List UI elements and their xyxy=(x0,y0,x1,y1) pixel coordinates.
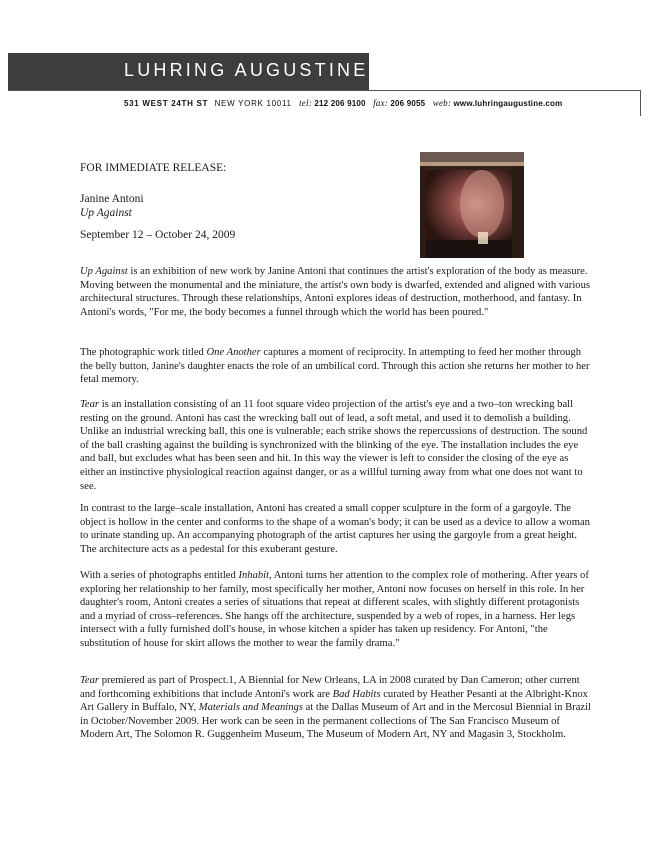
paragraph-one-another xyxy=(80,346,592,387)
paragraph-intro xyxy=(80,265,592,319)
gallery-address xyxy=(124,98,562,108)
exhibition-dates: September 12 – October 24, 2009 xyxy=(80,229,236,241)
paragraph-tear xyxy=(80,398,592,493)
paragraph-exhibitions xyxy=(80,674,592,742)
fax-label: fax: xyxy=(373,98,388,108)
paragraph-text: premiered as part of Prospect.1, A Biennial for New Orleans, LA in 2008 curated by Dan Cameron; other current and forthcoming exhibitions that include Antoni's work are xyxy=(80,675,580,700)
work-title-up-against: Up Against xyxy=(80,266,128,277)
tel-number: 212 206 9100 xyxy=(314,99,366,108)
work-title-inhabit: Inhabit xyxy=(238,570,270,581)
fax-number: 206 9055 xyxy=(390,99,426,108)
address-street: 531 WEST 24TH ST xyxy=(124,99,209,108)
web-label: web: xyxy=(432,98,452,108)
address-city: NEW YORK 10011 xyxy=(214,99,292,108)
paragraph-text: The photographic work titled xyxy=(80,347,207,358)
web-address: www.luhringaugustine.com xyxy=(453,99,563,108)
paragraph-text: , Antoni turns her attention to the complex role of mothering. After years of exploring her relationship to her family, most specifically her mother, Antoni now focuses on herself in this role. In her daughter's room, Antoni creates a series of situations that repeat at different scales, with slightly different protagonists and a myriad of cross–references. She hangs off the architecture, suspended by a web of ropes, in a harness. Her legs intersect with a fully furnished doll's house, in whose kitchen a spider has taken up residency. For Antoni, "the substitution of house for skirt allows the mother to wear the family drama." xyxy=(80,570,589,649)
artist-name: Janine Antoni xyxy=(80,193,144,205)
paragraph-text: curated by Heather Pesanti at the Albright-Knox Art Gallery in Buffalo, NY, xyxy=(80,688,588,714)
gallery-name: LUHRING AUGUSTINE xyxy=(124,60,369,80)
paragraph-inhabit xyxy=(80,569,592,651)
paragraph-text: With a series of photographs entitled xyxy=(80,570,239,581)
letterhead-rule xyxy=(8,90,640,91)
paragraph-text: captures a moment of reciprocity. In attempting to feed her mother through the belly button, Janine's daughter enacts the role of an umbilical cord. Through this action she returns her mother to her fetal memory. xyxy=(80,347,590,386)
work-title-bad-habits: Bad Habits xyxy=(332,688,381,700)
work-title-tear: Tear xyxy=(80,399,100,410)
exhibition-title: Up Against xyxy=(80,207,132,219)
work-title-materials-and-meanings: Materials and Meanings xyxy=(198,702,303,714)
work-title-one-another: One Another xyxy=(206,347,261,358)
release-heading: FOR IMMEDIATE RELEASE: xyxy=(80,162,227,174)
letterhead-rule-vertical xyxy=(640,90,641,116)
work-title-tear: Tear xyxy=(80,675,100,686)
paragraph-tear-text: is an installation consisting of an 11 foot square video projection of the artist's eye and a two–ton wrecking ball resting on the ground. Antoni has cast the wrecking ball out of lead, a soft metal, and used it to demolish a building. Unlike an industrial wrecking ball, this one is vulnerable; each strike shows the repercussions of destruction. The sound of the ball crashing against the building is synchronized with the blinking of the eye. The installation includes the eye and ball, but excludes what has been seen and hit. In this way the viewer is left to consider the closing of the eye as either an instinctive physiological reaction against danger, or as a willful turning away from what one does not want to see. xyxy=(80,399,588,492)
paragraph-intro-text: is an exhibition of new work by Janine Antoni that continues the artist's exploration of the body as measure. Moving between the monumental and the miniature, the artist's own body is dwarfed, extended and aligned with various architectural structures. Through these relationships, Antoni explores ideas of destruction, motherhood, and fantasy. In Antoni's words, "For me, the body becomes a funnel through which the world has been poured." xyxy=(80,266,590,318)
artwork-photo xyxy=(420,152,524,258)
paragraph-text: at the Dallas Museum of Art and in the Mercosul Biennial in Brazil in October/November 2009. Her work can be seen in the permanent collections of The San Francisco Museum of Modern Art, The Solomon R. Guggenheim Museum, The Museum of Modern Art, NY and Magasin 3, Stockholm. xyxy=(80,702,591,741)
tel-label: tel: xyxy=(299,98,312,108)
paragraph-gargoyle xyxy=(80,502,592,556)
paragraph-gargoyle-text: In contrast to the large–scale installation, Antoni has created a small copper sculpture in the form of a gargoyle. The object is hollow in the center and conforms to the shape of a woman's body; it can be used as a device to allow a woman to urinate standing up. An accompanying photograph of the artist captures her using the gargoyle from a great height. The architecture acts as a pedestal for this exuberant gesture. xyxy=(80,503,590,555)
